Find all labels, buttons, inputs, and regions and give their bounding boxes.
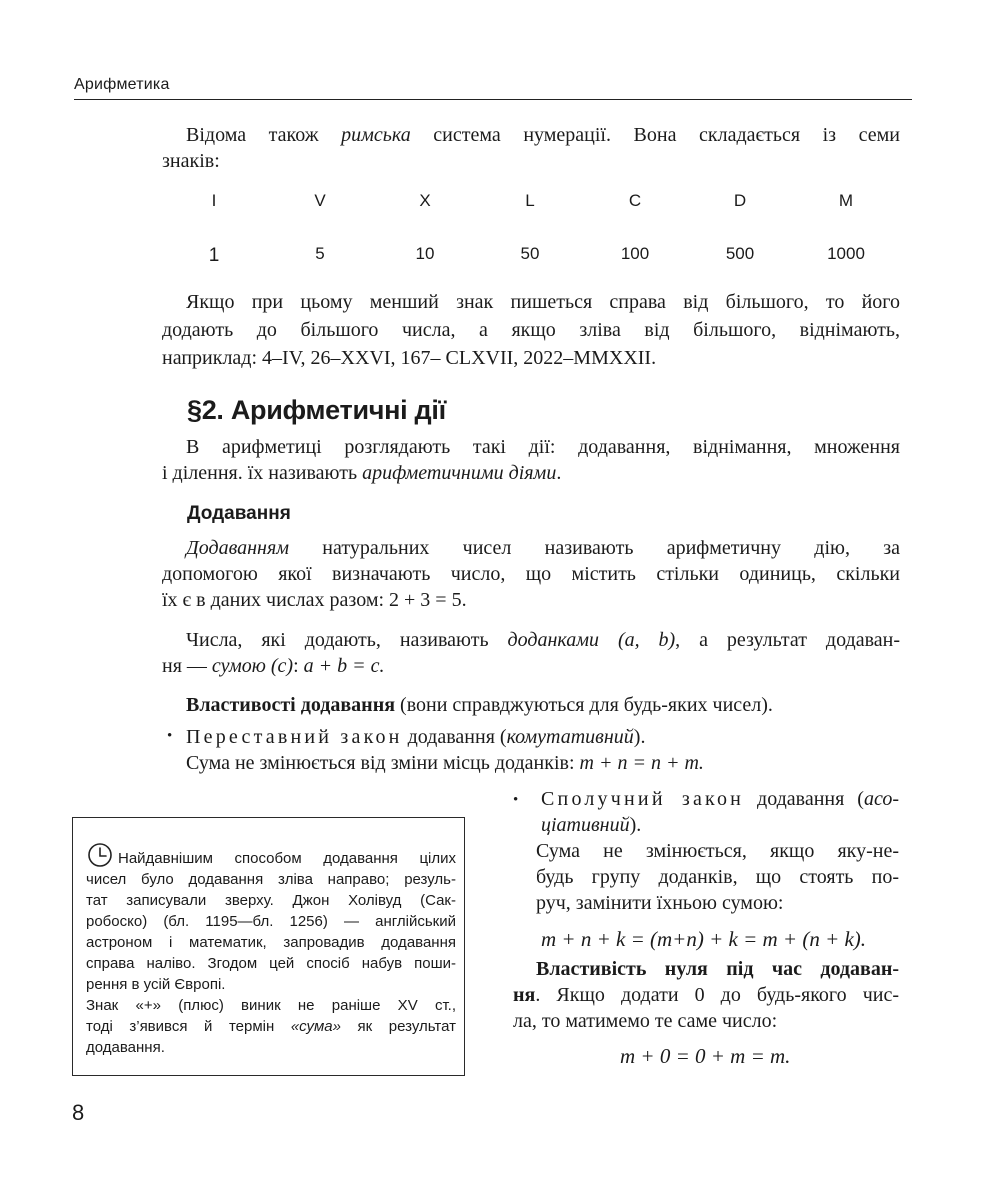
intro-text-b: система нумерації. Вона складається із семи (410, 124, 900, 146)
roman-value: 1 (208, 245, 220, 266)
definition-line-2: допомогою якої визначають число, що містить стільки одиниць, скільки (162, 563, 900, 585)
terms-sum-symbol: (c) (265, 655, 294, 677)
associative-line-1 (541, 786, 899, 812)
roman-symbol: X (419, 191, 431, 210)
roman-symbol: D (733, 191, 747, 210)
section-intro-text-2b: . (556, 462, 562, 484)
rule-line-3: наприклад: 4–IV, 26–XXVI, 167– CLXVII, 2022–MMXXII. (162, 347, 657, 369)
properties-paragraph (162, 692, 900, 718)
bullet-commutative: • (167, 728, 173, 744)
definition-text-3: їх є в даних числах разом: (162, 589, 390, 611)
properties-line (162, 692, 900, 718)
roman-symbol: C (628, 191, 642, 210)
associative-explanation (536, 838, 899, 916)
terms-paragraph (162, 627, 900, 679)
roman-value: 500 (725, 244, 755, 263)
subsection-title: Додавання (187, 503, 291, 524)
commutative-text: додавання ( (402, 726, 507, 748)
associative-formula-block (541, 926, 899, 952)
note-line-6: справа наліво. Згодом цей спосіб набув поши- (86, 955, 456, 972)
note-line-3: тат записували зверху. Джон Холівуд (Сак- (86, 892, 456, 909)
zero-property (513, 956, 899, 1034)
roman-symbol: I (211, 191, 217, 210)
associative-text: додавання ( (744, 788, 864, 810)
zero-text-2: . Якщо додати 0 до будь-якого чис- (535, 984, 899, 1006)
header-divider (74, 99, 912, 100)
formula-commutative: m + n = n + m. (579, 752, 704, 774)
formula-zero: m + 0 = 0 + m = m. (620, 1044, 791, 1068)
roman-symbol: L (525, 191, 535, 210)
zero-property-heading-1: Властивість нуля під час додаван- (536, 958, 899, 980)
terms-text-2b: : (293, 655, 304, 677)
formula-a-plus-b: a + b = c. (303, 655, 385, 677)
commutative-explanation: Сума не змінюється від зміни місць доданків: (186, 752, 580, 774)
definition-term: Додаванням (186, 537, 290, 559)
associative-term-part-2: ціативний (541, 814, 630, 836)
rule-line-2: додають до більшого числа, а якщо зліва від більшого, віднімають, (162, 319, 900, 341)
section-intro-emphasis: арифметичними діями (362, 462, 557, 484)
bullet-associative: • (513, 792, 519, 808)
rule-line-1 (162, 288, 900, 316)
terms-text-2a: ня — (162, 655, 212, 677)
roman-value: 5 (315, 244, 325, 263)
note-term-sum: «сума» (290, 1018, 341, 1035)
note-line-9 (86, 1016, 456, 1037)
associative-expl-line-2: будь групу доданків, що стоять по- (536, 866, 899, 888)
section-intro-paragraph (162, 434, 900, 486)
note-line-10: додавання. (86, 1039, 165, 1056)
definition-line-1 (162, 535, 900, 561)
associative-law-name: Сполучний закон (541, 788, 745, 810)
section-intro-line-1 (162, 434, 900, 460)
definition-text-1: натуральних чисел називають арифметичну дію, за (289, 537, 900, 559)
commutative-law (186, 724, 900, 776)
associative-law-title (541, 786, 899, 838)
section-title: §2. Арифметичні дії (187, 395, 446, 425)
roman-symbol: V (314, 191, 326, 210)
note-line-2: чисел було додавання зліва направо; резуль- (86, 871, 456, 888)
history-note-text (86, 848, 456, 1058)
associative-expl-line-3: руч, замінити їхньою сумою: (536, 892, 784, 914)
associative-line-2 (541, 812, 899, 838)
note-line-8: Знак «+» (плюс) виник не раніше XV ст., (86, 997, 456, 1014)
note-line-7: рення в усій Європі. (86, 976, 226, 993)
note-line-5: астроном і математик, запровадив додавання (86, 934, 456, 951)
terms-emphasis-addends: доданками (507, 629, 600, 651)
commutative-close: ). (633, 726, 646, 748)
intro-text-a: Відома також (186, 124, 342, 146)
associative-close: ). (629, 814, 642, 836)
section-intro-line-2 (162, 460, 900, 486)
terms-text-1a: Числа, які додають, називають (186, 629, 508, 651)
associative-expl-line-1: Сума не змінюється, якщо яку-не- (536, 840, 899, 862)
section-intro-text-2a: і ділення. їх називають (162, 462, 363, 484)
note-text-9b: як результат (340, 1018, 456, 1035)
formula-associative: m + n + k = (m+n) + k = m + (n + k). (541, 927, 867, 951)
page-number: 8 (72, 1100, 85, 1125)
definition-paragraph (162, 535, 900, 613)
commutative-law-name: Переставний закон (186, 726, 403, 748)
commutative-line-2 (186, 750, 900, 776)
note-text-9a: тоді з’явився й термін (86, 1018, 291, 1035)
roman-value: 10 (415, 244, 435, 263)
note-line-4: робоско) (бл. 1195—бл. 1256) — англійський (86, 913, 456, 930)
associative-term-part-1: асо- (863, 788, 899, 810)
terms-line-1 (162, 627, 900, 653)
commutative-term: комутативний (506, 726, 634, 748)
formula-two-plus-three: 2 + 3 = 5. (389, 589, 467, 611)
terms-addends-symbols: (a, b) (599, 629, 676, 651)
zero-property-heading-2: ня (513, 984, 536, 1006)
intro-line-2: знаків: (162, 150, 220, 172)
note-text-1: Найдавнішим способом додавання цілих (118, 850, 456, 867)
roman-symbol: M (838, 191, 854, 210)
zero-line-3: ла, то матимемо те саме число: (513, 1010, 778, 1032)
terms-line-2 (162, 653, 900, 679)
intro-emphasis-roman: римська (341, 124, 411, 146)
zero-line-2 (513, 982, 899, 1008)
running-head: Арифметика (74, 76, 170, 93)
note-line-1 (86, 848, 456, 869)
section-intro-text-1: В арифметиці розглядають такі дії: додавання, віднімання, множення (186, 436, 900, 458)
intro-line-1 (162, 122, 900, 148)
terms-text-1b: , а результат додаван- (675, 629, 900, 651)
rule-text-1: Якщо при цьому менший знак пишеться справа від більшого, то його (186, 291, 900, 313)
zero-line-1 (513, 956, 899, 982)
terms-emphasis-sum: сумою (211, 655, 266, 677)
rule-paragraph (162, 288, 900, 372)
intro-paragraph (162, 122, 900, 174)
roman-value: 50 (520, 244, 540, 263)
properties-heading: Властивості додавання (186, 694, 396, 716)
roman-value: 1000 (827, 244, 865, 263)
commutative-line-1 (186, 724, 900, 750)
roman-value: 100 (620, 244, 650, 263)
definition-line-3 (162, 587, 900, 613)
properties-text: (вони справджуються для будь-яких чисел). (395, 694, 773, 716)
